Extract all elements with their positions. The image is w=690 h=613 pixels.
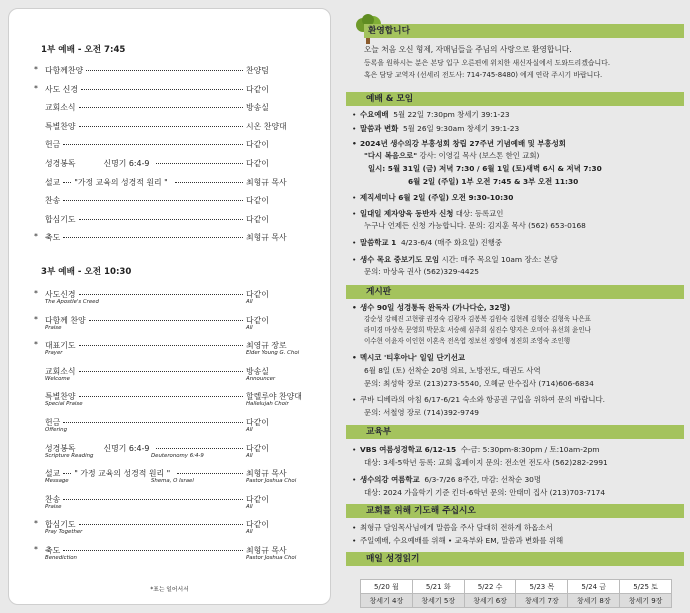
order-of-worship-panel bbox=[8, 8, 331, 605]
english-leader: Pastor Joshua Choi bbox=[246, 478, 297, 485]
order-item-english bbox=[45, 376, 303, 382]
reading-day-cell: 5/20 월 bbox=[361, 580, 413, 594]
order-row bbox=[45, 158, 303, 171]
welcome-line-1: 오늘 처음 오신 형제, 자매님들을 주님의 사랑으로 환영합니다. bbox=[364, 45, 572, 54]
leader-dots bbox=[79, 524, 244, 525]
revival-sunday: 6월 2일 (주일) 1부 오전 7:45 & 3부 오전 11:30 bbox=[408, 177, 579, 186]
order-item-english bbox=[45, 504, 303, 510]
order-item-label: 다함께찬양 bbox=[45, 66, 84, 75]
order-item-english bbox=[45, 427, 303, 433]
standing-marker: * bbox=[34, 232, 38, 242]
leader-dots bbox=[89, 320, 243, 321]
standing-marker: * bbox=[34, 314, 38, 324]
order-item-english bbox=[45, 555, 303, 561]
reading-day-cell: 5/23 목 bbox=[516, 580, 568, 594]
english-leader: All bbox=[246, 427, 253, 433]
service-1-title: 1부 예배 - 오전 7:45 bbox=[41, 45, 126, 55]
order-item-label: 성경봉독 bbox=[45, 159, 76, 168]
wednesday-service: • 수요예배 5월 22일 7:30pm 창세기 39:1-23 bbox=[360, 111, 510, 118]
discipleship-contact: 누구나 언제든 신청 가능합니다. 문의: 김지훈 목사 (562) 653-0168 bbox=[364, 221, 586, 230]
order-item-leader: 최형규 목사 bbox=[246, 177, 287, 187]
standing-marker: * bbox=[34, 519, 38, 529]
discipleship-signup: • 일대일 제자양육 동반자 신청 대상: 등록교인 bbox=[360, 210, 503, 217]
english-leader: Hallelujah Choir bbox=[246, 401, 289, 408]
order-row bbox=[45, 443, 303, 459]
leader-dots bbox=[79, 294, 244, 295]
order-item-leader: 최형규 목사 bbox=[246, 233, 287, 243]
order-row bbox=[34, 340, 303, 357]
order-item-label: 축도 bbox=[45, 546, 61, 555]
order-item-english bbox=[45, 478, 303, 484]
order-item-leader: 다같이 bbox=[246, 196, 269, 206]
order-item-leader: 찬양팀 bbox=[246, 66, 269, 75]
standing-marker: * bbox=[34, 83, 38, 93]
order-item-leader: 다같이 bbox=[246, 494, 269, 504]
order-item-label: 찬송 bbox=[45, 494, 61, 504]
order-row bbox=[34, 83, 303, 97]
order-item-english bbox=[45, 325, 303, 331]
english-leader: Elder Young G. Choi bbox=[246, 350, 300, 357]
order-item-detail: 신명기 6:4-9 bbox=[103, 159, 150, 168]
order-item-label: 헌금 bbox=[45, 418, 61, 427]
order-row bbox=[45, 366, 303, 382]
revival-speaker: "다시 복음으로" 강사: 이영길 목사 (보스톤 한인 교회) bbox=[364, 151, 540, 160]
order-item-leader: 다같이 bbox=[246, 84, 269, 94]
completers-names-3: 이수현 이윤자 이인현 이혼옥 전옥엽 정보선 정영애 정진희 조영숙 조인행 bbox=[364, 337, 571, 345]
prayer-item-2: • 주일예배, 수요예배를 위해 • 교육부와 EM, 말씀과 변화를 위해 bbox=[360, 537, 563, 544]
order-item-label: 합심기도 bbox=[45, 214, 76, 224]
english-label: Message bbox=[45, 478, 69, 485]
prayer-header: 교회를 위해 기도해 주십시오 bbox=[346, 504, 684, 518]
order-item-leader: 다같이 bbox=[246, 140, 269, 150]
reading-chapter-cell: 창세기 8장 bbox=[568, 594, 620, 608]
leader-dots bbox=[63, 200, 243, 201]
standing-marker: * bbox=[34, 65, 38, 74]
order-item-leader: 다같이 bbox=[246, 443, 269, 453]
order-item-label: 합심기도 bbox=[45, 520, 76, 530]
order-item-label: 사도신경 bbox=[45, 290, 76, 299]
worship-header: 예배 & 모임 bbox=[346, 92, 684, 106]
order-row bbox=[34, 289, 303, 305]
order-row bbox=[45, 121, 303, 134]
english-label: Offering bbox=[45, 427, 68, 433]
completers-names-2: 라미경 마상옥 문영희 박문호 서승혜 심주희 심진수 양지은 오미아 유선희 윤인나 bbox=[364, 326, 591, 334]
order-item-label: 교회소식 bbox=[45, 103, 76, 113]
reading-chapter-cell: 창세기 6장 bbox=[464, 594, 516, 608]
leader-dots bbox=[79, 396, 244, 397]
prayer-item-1: • 최형규 담임목사님에게 말씀을 주사 담대히 전하게 하옵소서 bbox=[360, 524, 553, 531]
order-item-english bbox=[45, 529, 303, 535]
order-item-detail: "가정 교육의 성경적 원리 " bbox=[74, 177, 168, 187]
order-row bbox=[45, 139, 303, 152]
leader-dots bbox=[63, 499, 243, 500]
leader-dots bbox=[81, 89, 243, 90]
leader-dots bbox=[156, 448, 243, 449]
order-row bbox=[45, 468, 303, 485]
english-leader: All bbox=[246, 299, 253, 305]
leader-dots bbox=[177, 473, 243, 474]
english-label: The Apostle's Creed bbox=[45, 299, 99, 305]
mexico-mission-details: 6월 8일 (토) 선착순 20명 의료, 노방전도, 태권도 사역 bbox=[364, 366, 541, 375]
welcome-line-3: 혹은 담당 교역자 (선세리 전도사: 714-745-8480) 에게 연락 주시기 바랍니다. bbox=[364, 71, 603, 79]
summer-school-info: • 생수의강 여름학교 6/3-7/26 8주간, 마감: 선착순 30명 bbox=[360, 476, 541, 483]
order-item-label: 헌금 bbox=[45, 140, 61, 150]
english-label: Scripture Reading bbox=[45, 452, 94, 459]
english-detail: Deuteronomy 6:4-9 bbox=[151, 452, 204, 459]
order-row bbox=[45, 195, 303, 208]
standing-marker: * bbox=[34, 340, 38, 350]
order-row bbox=[45, 102, 303, 115]
deacon-seminar: • 제직세미나 6월 2일 (주일) 오전 9:30-10:30 bbox=[360, 194, 513, 201]
welcome-title: 환영합니다 bbox=[368, 26, 410, 36]
english-label: Prayer bbox=[45, 350, 63, 357]
order-item-label: 특별찬양 bbox=[45, 121, 76, 131]
order-row bbox=[34, 519, 303, 536]
bible-reading-completers-title: • 생수 90일 성경통독 완독자 (가나다순, 32명) bbox=[360, 304, 510, 311]
english-label: Welcome bbox=[45, 375, 70, 382]
mexico-mission-title: • 멕시코 '티후아나' 일일 단기선교 bbox=[360, 354, 465, 361]
order-item-label: 설교 bbox=[45, 177, 61, 187]
order-row bbox=[45, 494, 303, 510]
reading-day-cell: 5/25 토 bbox=[620, 580, 672, 594]
order-item-label: 찬송 bbox=[45, 196, 61, 206]
order-row bbox=[34, 65, 303, 78]
order-item-label: 축도 bbox=[45, 233, 61, 243]
leader-dots bbox=[156, 163, 243, 164]
order-item-english bbox=[45, 453, 303, 459]
order-row bbox=[34, 545, 303, 561]
english-label: Praise bbox=[45, 324, 62, 331]
cuba-mission-contact: 문의: 서철영 장로 (714)392-9749 bbox=[364, 408, 479, 417]
reading-chapters-row bbox=[361, 594, 672, 608]
english-label: Pray Together bbox=[45, 529, 83, 536]
english-leader: Announcer bbox=[246, 375, 276, 382]
education-header: 교육부 bbox=[346, 425, 684, 439]
order-row bbox=[34, 314, 303, 331]
order-item-leader: 최형규 목사 bbox=[246, 546, 287, 555]
reading-chapter-cell: 창세기 7장 bbox=[516, 594, 568, 608]
welcome-header bbox=[364, 24, 684, 38]
english-leader: All bbox=[246, 503, 253, 510]
reading-day-cell: 5/22 수 bbox=[464, 580, 516, 594]
english-label: Benediction bbox=[45, 555, 77, 561]
order-item-leader: 할렐루야 찬양대 bbox=[246, 392, 302, 402]
summer-school-contact: 대상: 2024 가을학기 기준 킨더-6학년 문의: 안태미 집사 (213)703-7174 bbox=[364, 488, 606, 497]
vbs-info: • VBS 여름성경학교 6/12-15 수-금: 5:30pm-8:30pm / 토:10am-2pm bbox=[360, 446, 599, 453]
order-item-leader: 최형규 목사 bbox=[246, 469, 287, 479]
order-item-label: 교회소식 bbox=[45, 366, 76, 376]
order-item-leader: 최영규 장로 bbox=[246, 341, 287, 351]
completers-names-1: 강순성 강혜진 고현량 권경숙 김광자 김봉복 김원숙 김현례 김형순 김형욱 나은표 bbox=[364, 315, 591, 323]
english-detail: Shema, O Israel bbox=[151, 478, 194, 485]
leader-dots bbox=[63, 144, 243, 145]
board-header: 게시판 bbox=[346, 285, 684, 299]
reading-chapter-cell: 창세기 4장 bbox=[361, 594, 413, 608]
standing-footnote: *표는 일어서서 bbox=[150, 587, 189, 593]
reading-day-cell: 5/21 화 bbox=[412, 580, 464, 594]
order-item-leader: 시온 찬양대 bbox=[246, 121, 287, 131]
leader-dots bbox=[63, 182, 71, 183]
english-label: Special Praise bbox=[45, 401, 83, 408]
reading-header: 매일 성경읽기 bbox=[346, 552, 684, 566]
order-item-leader: 다같이 bbox=[246, 520, 269, 530]
order-item-label: 특별찬양 bbox=[45, 392, 76, 402]
service-3-title: 3부 예배 - 오전 10:30 bbox=[41, 267, 132, 277]
leader-dots bbox=[86, 70, 243, 71]
reading-days-row bbox=[361, 580, 672, 594]
order-item-english bbox=[45, 401, 303, 407]
english-leader: All bbox=[246, 529, 253, 536]
vbs-contact: 대상: 3세-5학년 등록: 교회 홈페이지 문의: 전소연 전도사 (562)282-2991 bbox=[364, 458, 608, 467]
english-leader: All bbox=[246, 324, 253, 331]
standing-marker: * bbox=[34, 289, 38, 298]
order-item-leader: 다같이 bbox=[246, 159, 269, 168]
leader-dots bbox=[63, 422, 243, 423]
order-item-label: 사도 신경 bbox=[45, 84, 78, 94]
order-row bbox=[34, 232, 303, 245]
standing-marker: * bbox=[34, 545, 38, 554]
order-item-label: 다함께 찬양 bbox=[45, 315, 86, 325]
leader-dots bbox=[79, 345, 244, 346]
order-row bbox=[45, 391, 303, 408]
reading-chapter-cell: 창세기 9장 bbox=[620, 594, 672, 608]
order-item-leader: 다같이 bbox=[246, 214, 269, 224]
order-item-leader: 방송실 bbox=[246, 103, 269, 113]
order-item-leader: 다같이 bbox=[246, 315, 269, 325]
leader-dots bbox=[175, 182, 243, 183]
leader-dots bbox=[63, 550, 243, 551]
word-and-change: • 말씀과 변화 5월 26일 9:30am 창세기 39:1-23 bbox=[360, 125, 519, 132]
order-row bbox=[45, 177, 303, 190]
welcome-line-2: 등록을 원하시는 분은 본당 입구 오른편에 위치한 새신자실에서 도와드리겠습니다. bbox=[364, 59, 611, 67]
reading-table bbox=[360, 579, 672, 608]
revival-title: • 2024년 생수의강 부흥성회 창립 27주년 기념예배 및 부흥성회 bbox=[360, 140, 566, 147]
mexico-mission-contact: 문의: 최성학 장로 (213)273-5540, 오혜균 안수집사 (714)606-6834 bbox=[364, 379, 594, 388]
order-item-english bbox=[45, 299, 303, 305]
order-item-leader: 방송실 bbox=[246, 366, 269, 376]
order-row bbox=[45, 417, 303, 433]
order-item-detail: " 가정 교육의 성경적 원리 " bbox=[74, 469, 171, 479]
leader-dots bbox=[63, 237, 243, 238]
english-leader: All bbox=[246, 452, 253, 459]
prayer-meeting-contact: 문의: 마상옥 권사 (562)329-4425 bbox=[364, 267, 479, 276]
leader-dots bbox=[79, 126, 244, 127]
english-leader: Pastor Joshua Choi bbox=[246, 555, 297, 561]
order-row bbox=[45, 214, 303, 227]
leader-dots bbox=[79, 107, 244, 108]
order-item-english bbox=[45, 350, 303, 356]
prayer-meeting: • 생수 목요 중보기도 모임 시간: 매주 목요일 10am 장소: 본당 bbox=[360, 256, 558, 263]
leader-dots bbox=[63, 473, 71, 474]
leader-dots bbox=[79, 219, 244, 220]
reading-chapter-cell: 창세기 5장 bbox=[412, 594, 464, 608]
order-item-detail: 신명기 6:4-9 bbox=[103, 443, 150, 453]
leader-dots bbox=[79, 371, 244, 372]
reading-day-cell: 5/24 금 bbox=[568, 580, 620, 594]
order-item-leader: 다같이 bbox=[246, 290, 269, 299]
cuba-mission: • 쿠바 디베라의 아침 6/17-6/21 숙소와 항공권 구입을 위하여 문의 바랍니다. bbox=[360, 396, 605, 403]
english-label: Praise bbox=[45, 503, 62, 510]
order-item-label: 대표기도 bbox=[45, 341, 76, 351]
order-item-leader: 다같이 bbox=[246, 418, 269, 427]
revival-dates: 일시: 5월 31일 (금) 저녁 7:30 / 6월 1일 (토)새벽 6시 & 저녁 7:30 bbox=[368, 164, 602, 173]
order-item-label: 설교 bbox=[45, 469, 61, 479]
order-item-label: 성경봉독 bbox=[45, 443, 76, 453]
word-school: • 말씀학교 1 4/23-6/4 (매주 화요일) 진행중 bbox=[360, 239, 502, 246]
